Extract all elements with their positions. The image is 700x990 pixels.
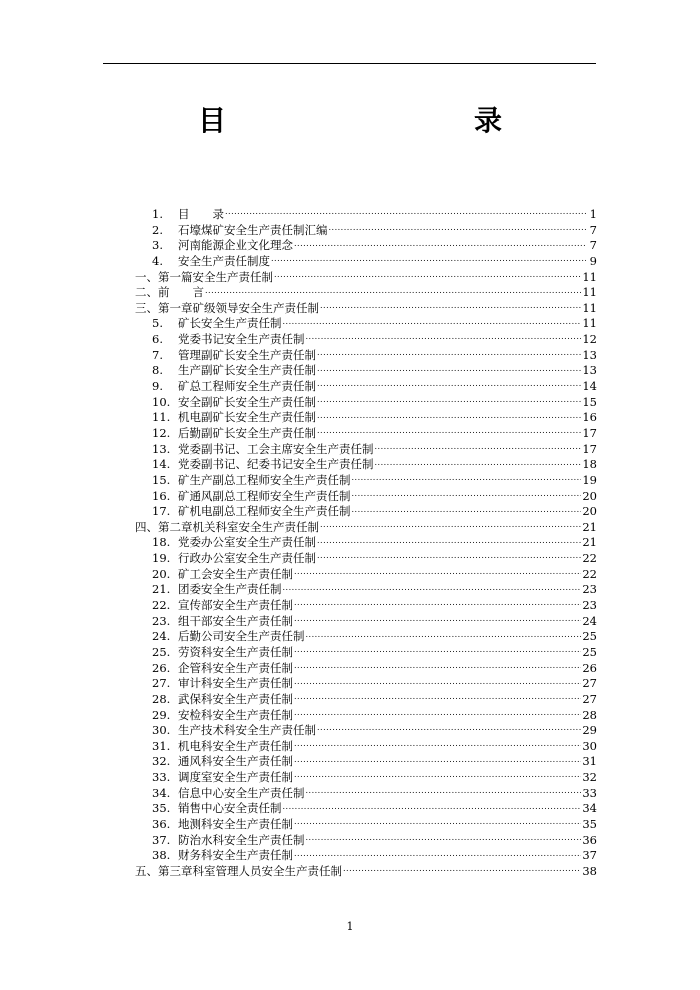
- toc-entry-number: 3.: [152, 238, 163, 253]
- toc-entry-title: 团委安全生产责任制: [178, 582, 282, 597]
- toc-entry-number: 34.: [152, 785, 171, 800]
- toc-entry-number: 38.: [152, 848, 171, 863]
- toc-entry-page: 24: [582, 613, 597, 628]
- toc-entry-title: 调度室安全生产责任制: [178, 770, 293, 785]
- table-of-contents: [135, 206, 597, 879]
- toc-entry-page: 17: [582, 425, 597, 440]
- toc-entry[interactable]: [135, 832, 597, 848]
- toc-leader-dots: [317, 722, 581, 734]
- toc-entry-number: 31.: [152, 738, 171, 753]
- toc-entry-title: 四、第二章机关科室安全生产责任制: [135, 519, 319, 534]
- toc-entry-number: 30.: [152, 723, 171, 738]
- toc-entry-page: 13: [582, 347, 597, 362]
- toc-leader-dots: [306, 331, 582, 343]
- toc-entry-title: 安全生产责任制度: [178, 253, 270, 268]
- toc-entry-number: 7.: [152, 347, 163, 362]
- toc-entry[interactable]: [135, 847, 597, 863]
- toc-entry-title: 劳资科安全生产责任制: [178, 644, 293, 659]
- toc-entry-number: 12.: [152, 425, 171, 440]
- toc-leader-dots: [317, 362, 581, 374]
- toc-leader-dots: [294, 847, 581, 859]
- toc-entry[interactable]: [135, 691, 597, 707]
- toc-entry-title: 矿长安全生产责任制: [178, 316, 282, 331]
- toc-entry-number: 21.: [152, 582, 171, 597]
- toc-entry-number: 25.: [152, 644, 171, 659]
- toc-entry[interactable]: [135, 378, 597, 394]
- toc-entry-page: 11: [582, 269, 597, 284]
- toc-entry-page: 19: [582, 472, 597, 487]
- toc-entry[interactable]: [135, 206, 597, 222]
- toc-entry-page: 31: [582, 754, 597, 769]
- toc-entry[interactable]: [135, 315, 597, 331]
- toc-entry-title: 党委副书记、纪委书记安全生产责任制: [178, 457, 374, 472]
- toc-entry[interactable]: [135, 613, 597, 629]
- toc-entry[interactable]: [135, 534, 597, 550]
- toc-entry[interactable]: [135, 425, 597, 441]
- toc-leader-dots: [352, 472, 582, 484]
- toc-entry[interactable]: [135, 269, 597, 285]
- toc-leader-dots: [294, 691, 581, 703]
- toc-entry[interactable]: [135, 675, 597, 691]
- toc-entry[interactable]: [135, 644, 597, 660]
- toc-leader-dots: [294, 613, 581, 625]
- toc-entry-title: 石壕煤矿安全生产责任制汇编: [178, 222, 328, 237]
- toc-entry[interactable]: [135, 503, 597, 519]
- toc-entry[interactable]: [135, 863, 597, 879]
- toc-entry-page: 11: [582, 316, 597, 331]
- toc-leader-dots: [320, 300, 581, 312]
- toc-leader-dots: [317, 394, 581, 406]
- toc-entry[interactable]: [135, 816, 597, 832]
- toc-entry-page: 20: [582, 488, 597, 503]
- toc-leader-dots: [294, 769, 581, 781]
- toc-entry-number: 33.: [152, 770, 171, 785]
- toc-entry-title: 目 录: [178, 207, 224, 221]
- toc-entry-page: 20: [582, 504, 597, 519]
- toc-entry[interactable]: [135, 800, 597, 816]
- toc-entry-title: 矿工会安全生产责任制: [178, 566, 293, 581]
- toc-leader-dots: [294, 566, 581, 578]
- toc-leader-dots: [375, 456, 582, 468]
- toc-entry-page: 13: [582, 363, 597, 378]
- toc-entry[interactable]: [135, 472, 597, 488]
- toc-entry-page: 28: [582, 707, 597, 722]
- toc-entry-title: 企管科安全生产责任制: [178, 660, 293, 675]
- toc-entry-number: 8.: [152, 363, 163, 378]
- toc-leader-dots: [294, 707, 581, 719]
- toc-entry-title: 二、前 言: [135, 285, 204, 300]
- toc-entry-page: 12: [582, 332, 597, 347]
- toc-entry-page: 16: [582, 410, 597, 425]
- toc-entry-number: 20.: [152, 566, 171, 581]
- toc-leader-dots: [317, 378, 581, 390]
- toc-entry-page: 23: [582, 582, 597, 597]
- toc-entry-title: 机电副矿长安全生产责任制: [178, 410, 316, 425]
- toc-entry-title: 河南能源企业文化理念: [178, 238, 293, 253]
- toc-leader-dots: [294, 675, 581, 687]
- toc-entry-number: 4.: [152, 253, 163, 268]
- toc-entry-page: 9: [589, 253, 597, 268]
- toc-leader-dots: [294, 644, 581, 656]
- toc-entry-number: 23.: [152, 613, 171, 628]
- toc-entry-number: 11.: [152, 410, 171, 425]
- toc-leader-dots: [329, 222, 587, 234]
- toc-entry-title: 三、第一章矿级领导安全生产责任制: [135, 300, 319, 315]
- toc-entry-page: 7: [589, 238, 597, 253]
- toc-entry-number: 9.: [152, 379, 163, 394]
- toc-leader-dots: [317, 425, 581, 437]
- toc-leader-dots: [375, 441, 582, 453]
- toc-entry[interactable]: [135, 581, 597, 597]
- toc-entry[interactable]: [135, 738, 597, 754]
- toc-entry-title: 生产技术科安全生产责任制: [178, 723, 316, 738]
- toc-entry-page: 37: [582, 848, 597, 863]
- toc-entry-title: 安检科安全生产责任制: [178, 707, 293, 722]
- toc-entry-number: 32.: [152, 754, 171, 769]
- toc-entry-page: 25: [582, 629, 597, 644]
- toc-entry-title: 组干部安全生产责任制: [178, 613, 293, 628]
- toc-leader-dots: [294, 738, 581, 750]
- toc-entry-page: 25: [582, 644, 597, 659]
- toc-entry-number: 36.: [152, 816, 171, 831]
- toc-entry[interactable]: [135, 253, 597, 269]
- toc-leader-dots: [205, 284, 581, 296]
- toc-entry-page: 30: [582, 738, 597, 753]
- toc-entry-title: 生产副矿长安全生产责任制: [178, 363, 316, 378]
- toc-entry[interactable]: [135, 409, 597, 425]
- toc-entry[interactable]: [135, 519, 597, 535]
- toc-entry-number: 35.: [152, 801, 171, 816]
- toc-entry[interactable]: [135, 550, 597, 566]
- toc-entry[interactable]: [135, 753, 597, 769]
- toc-leader-dots: [317, 550, 581, 562]
- toc-entry-page: 22: [582, 551, 597, 566]
- toc-leader-dots: [294, 597, 581, 609]
- toc-entry-page: 35: [582, 816, 597, 831]
- toc-entry-number: 10.: [152, 394, 171, 409]
- toc-entry-page: 34: [582, 801, 597, 816]
- toc-entry-title: 党委书记安全生产责任制: [178, 332, 305, 347]
- toc-leader-dots: [294, 753, 581, 765]
- toc-leader-dots: [306, 832, 582, 844]
- toc-leader-dots: [283, 800, 582, 812]
- toc-entry-page: 27: [582, 691, 597, 706]
- toc-entry-number: 26.: [152, 660, 171, 675]
- toc-leader-dots: [320, 519, 581, 531]
- toc-entry-title: 矿机电副总工程师安全生产责任制: [178, 504, 351, 519]
- toc-entry-page: 11: [582, 300, 597, 315]
- toc-entry-title: 矿生产副总工程师安全生产责任制: [178, 472, 351, 487]
- toc-leader-dots: [352, 503, 582, 515]
- toc-entry-page: 7: [589, 222, 597, 237]
- toc-entry-title: 管理副矿长安全生产责任制: [178, 347, 316, 362]
- toc-entry-page: 32: [582, 770, 597, 785]
- toc-entry-title: 宣传部安全生产责任制: [178, 598, 293, 613]
- toc-entry-page: 27: [582, 676, 597, 691]
- toc-entry[interactable]: [135, 707, 597, 723]
- toc-entry-title: 后勤副矿长安全生产责任制: [178, 425, 316, 440]
- toc-entry[interactable]: [135, 222, 597, 238]
- toc-entry-number: 6.: [152, 332, 163, 347]
- toc-entry-number: 18.: [152, 535, 171, 550]
- toc-entry-title: 地测科安全生产责任制: [178, 816, 293, 831]
- toc-entry-number: 13.: [152, 441, 171, 456]
- toc-entry-number: 17.: [152, 504, 171, 519]
- toc-entry-page: 22: [582, 566, 597, 581]
- toc-leader-dots: [271, 253, 586, 265]
- toc-entry-title: 机电科安全生产责任制: [178, 738, 293, 753]
- toc-leader-dots: [294, 660, 581, 672]
- page-title: 目 录: [197, 104, 566, 137]
- toc-entry-title: 财务科安全生产责任制: [178, 848, 293, 863]
- toc-entry[interactable]: [135, 769, 597, 785]
- toc-entry-page: 14: [582, 379, 597, 394]
- toc-leader-dots: [294, 237, 586, 249]
- toc-entry-number: 16.: [152, 488, 171, 503]
- toc-entry-title: 矿总工程师安全生产责任制: [178, 379, 316, 394]
- toc-entry-number: 15.: [152, 472, 171, 487]
- toc-entry[interactable]: [135, 300, 597, 316]
- toc-entry[interactable]: [135, 362, 597, 378]
- toc-entry-number: 37.: [152, 832, 171, 847]
- toc-entry[interactable]: [135, 456, 597, 472]
- toc-leader-dots: [294, 816, 581, 828]
- toc-entry-page: 36: [582, 832, 597, 847]
- toc-entry[interactable]: [135, 628, 597, 644]
- toc-entry-page: 23: [582, 598, 597, 613]
- toc-entry-title: 党委副书记、工会主席安全生产责任制: [178, 441, 374, 456]
- toc-entry-page: 26: [582, 660, 597, 675]
- toc-entry-title: 防治水科安全生产责任制: [178, 832, 305, 847]
- toc-entry[interactable]: [135, 597, 597, 613]
- toc-entry[interactable]: [135, 284, 597, 300]
- toc-entry[interactable]: [135, 785, 597, 801]
- toc-entry-number: 2.: [152, 222, 163, 237]
- toc-entry-number: 28.: [152, 691, 171, 706]
- toc-entry-page: 38: [582, 863, 597, 878]
- toc-entry[interactable]: [135, 566, 597, 582]
- toc-entry-number: 24.: [152, 629, 171, 644]
- toc-entry[interactable]: [135, 331, 597, 347]
- toc-entry[interactable]: [135, 722, 597, 738]
- toc-entry-number: 14.: [152, 457, 171, 472]
- toc-leader-dots: [352, 488, 582, 500]
- toc-entry-number: 22.: [152, 598, 171, 613]
- toc-entry-title: 安全副矿长安全生产责任制: [178, 394, 316, 409]
- toc-entry-page: 1: [589, 207, 597, 221]
- toc-entry-title: 通风科安全生产责任制: [178, 754, 293, 769]
- header-rule: [103, 63, 596, 64]
- toc-leader-dots: [317, 409, 581, 421]
- toc-entry-title: 后勤公司安全生产责任制: [178, 629, 305, 644]
- toc-leader-dots: [225, 206, 586, 218]
- toc-entry-title: 武保科安全生产责任制: [178, 691, 293, 706]
- toc-entry-page: 21: [582, 519, 597, 534]
- toc-entry-page: 15: [582, 394, 597, 409]
- page-number: 1: [346, 920, 354, 933]
- toc-entry-page: 33: [582, 785, 597, 800]
- toc-entry-number: 19.: [152, 551, 171, 566]
- toc-entry-page: 21: [582, 535, 597, 550]
- toc-leader-dots: [306, 628, 582, 640]
- toc-entry-number: 29.: [152, 707, 171, 722]
- toc-entry-title: 矿通风副总工程师安全生产责任制: [178, 488, 351, 503]
- toc-leader-dots: [283, 315, 582, 327]
- toc-entry-number: 5.: [152, 316, 163, 331]
- toc-entry-page: 29: [582, 723, 597, 738]
- toc-entry-page: 17: [582, 441, 597, 456]
- toc-entry-title: 信息中心安全生产责任制: [178, 785, 305, 800]
- toc-leader-dots: [306, 785, 582, 797]
- toc-entry[interactable]: [135, 394, 597, 410]
- toc-leader-dots: [343, 863, 581, 875]
- toc-entry-title: 五、第三章科室管理人员安全生产责任制: [135, 863, 342, 878]
- toc-leader-dots: [274, 269, 581, 281]
- toc-entry[interactable]: [135, 441, 597, 457]
- toc-leader-dots: [283, 581, 582, 593]
- toc-entry-title: 行政办公室安全生产责任制: [178, 551, 316, 566]
- toc-entry[interactable]: [135, 488, 597, 504]
- toc-leader-dots: [317, 347, 581, 359]
- toc-entry-title: 党委办公室安全生产责任制: [178, 535, 316, 550]
- toc-entry-title: 一、第一篇安全生产责任制: [135, 269, 273, 284]
- toc-entry-page: 11: [582, 285, 597, 300]
- toc-entry[interactable]: [135, 237, 597, 253]
- toc-entry[interactable]: [135, 660, 597, 676]
- toc-entry-number: 27.: [152, 676, 171, 691]
- toc-entry-title: 审计科安全生产责任制: [178, 676, 293, 691]
- toc-entry[interactable]: [135, 347, 597, 363]
- toc-leader-dots: [317, 534, 581, 546]
- toc-entry-page: 18: [582, 457, 597, 472]
- toc-entry-title: 销售中心安全责任制: [178, 801, 282, 816]
- toc-entry-number: 1.: [152, 207, 163, 221]
